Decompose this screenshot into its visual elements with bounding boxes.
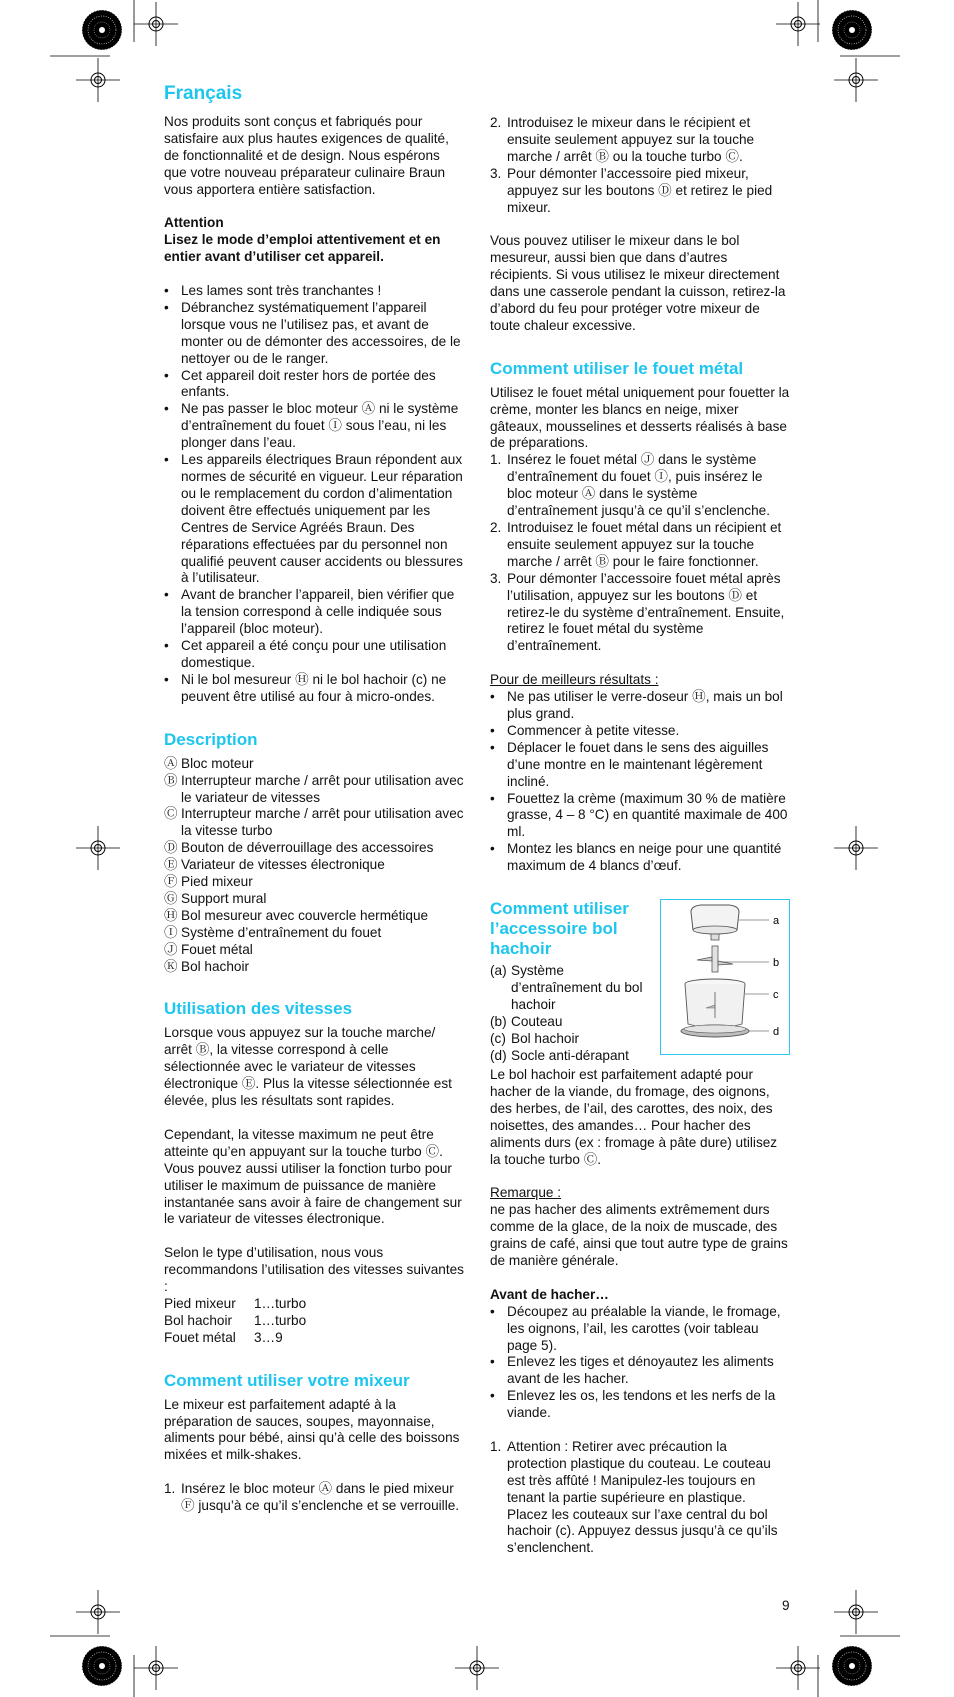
bol-hachoir-figure <box>660 899 790 1055</box>
list-item: (a) Système d’entraînement du bol hachoir <box>490 963 643 1012</box>
bol-hachoir-block <box>490 899 790 1067</box>
list-item: Ⓖ Support mural <box>164 890 267 906</box>
mixer-steps-continued <box>490 115 790 216</box>
bol-paragraph: Le bol hachoir est parfaitement adapté pour hacher de la viande, du fromage, des oignons, des herbes, de l’ail, des carottes, des noix, des noisettes, des amandes… Pour hacher des aliments durs (ex : fromage à pâte dure) utilisez la touche turbo Ⓒ. <box>490 1067 778 1167</box>
page-number: 9 <box>782 1598 790 1613</box>
list-item: • Enlevez les tiges et dénoyautez les aliments avant de les hacher. <box>490 1354 790 1388</box>
list-item: • Découpez au préalable la viande, le fromage, les oignons, l’ail, les carottes (voir tableau page 5). <box>490 1304 790 1355</box>
list-item: • Montez les blancs en neige pour une quantité maximum de 4 blancs d’œuf. <box>490 841 790 875</box>
list-item: 3. Pour démonter l’accessoire fouet métal après l’utilisation, appuyez sur les boutons Ⓓ et retirez-le du système d’entraînement. Ensuite, retirez le fouet métal du système d’entraînement. <box>490 570 785 654</box>
figure-label-d: d <box>773 1026 780 1039</box>
description-list <box>164 756 466 976</box>
list-item: 2. Introduisez le fouet métal dans un récipient et ensuite seulement appuyez sur la touche marche / arrêt Ⓑ pour le faire fonctionner. <box>490 520 782 569</box>
list-item: • Ne pas passer le bloc moteur Ⓐ ni le système d’entraînement du fouet Ⓘ sous l’eau, ni les plonger dans l’eau. <box>164 401 466 452</box>
list-item: • Enlevez les os, les tendons et les nerfs de la viande. <box>490 1388 790 1422</box>
intro-paragraph: Nos produits sont conçus et fabriqués pour satisfaire aux plus hautes exigences de qualité, de fonctionnalité et de design. Nous espérons que votre nouveau préparateur culinaire Braun vous apportera entière satisfaction. <box>164 114 449 197</box>
tips-title: Pour de meilleurs résultats : <box>490 672 659 688</box>
list-item: • Ni le bol mesureur Ⓗ ni le bol hachoir (c) ne peuvent être utilisé au four à micro-ondes. <box>164 672 466 706</box>
list-item: Ⓒ Interrupteur marche / arrêt pour utilisation avec la vitesse turbo <box>164 806 464 839</box>
safety-list <box>164 283 466 706</box>
section-title-speeds: Utilisation des vitesses <box>164 999 353 1019</box>
table-row: Pied mixeur 1…turbo <box>164 1295 307 1311</box>
list-item: (b) Couteau <box>490 1013 563 1029</box>
section-title-description: Description <box>164 729 258 749</box>
remark-text: ne pas hacher des aliments extrêmement durs comme de la glace, de la noix de muscade, des grains de café, ainsi que tout autre type de grains de manière générale. <box>490 1202 788 1268</box>
list-item: Ⓙ Fouet métal <box>164 941 253 957</box>
list-item: Ⓚ Bol hachoir <box>164 958 250 974</box>
section-title-whisk: Comment utiliser le fouet métal <box>490 358 744 378</box>
tips-list <box>490 689 790 875</box>
remark-title: Remarque : <box>490 1185 562 1201</box>
list-item: Ⓓ Bouton de déverrouillage des accessoires <box>164 840 434 856</box>
bol-steps-list <box>490 1439 790 1557</box>
left-column <box>164 84 466 1515</box>
attention-text: Lisez le mode d’emploi attentivement et en entier avant d’utiliser cet appareil. <box>164 232 441 265</box>
figure-label-c: c <box>773 989 779 1002</box>
figure-label-a: a <box>773 915 780 928</box>
right-column <box>490 115 790 1557</box>
section-title-francais: Français <box>164 83 243 104</box>
whisk-paragraph: Utilisez le fouet métal uniquement pour fouetter la crème, monter les blancs en neige, mixer gâteaux, mousselines et desserts réalisés à base de préparations. <box>490 384 790 451</box>
list-item: • Débranchez systématiquement l’appareil lorsque vous ne l’utilisez pas, et avant de monter ou de démonter des accessoires, de le nettoyer ou de le ranger. <box>164 300 466 368</box>
table-row: Fouet métal 3…9 <box>164 1329 283 1345</box>
list-item: • Fouettez la crème (maximum 30 % de matière grasse, 4 – 8 °C) en quantité maximale de 400 ml. <box>490 791 790 842</box>
list-item: Ⓑ Interrupteur marche / arrêt pour utilisation avec le variateur de vitesses <box>164 772 464 805</box>
speeds-paragraph-2: Cependant, la vitesse maximum ne peut être atteinte qu’en appuyant sur la touche turbo Ⓒ. Vous pouvez aussi utiliser la fonction turbo pour utiliser le maximum de puissance de manière instantanée sans avoir à faire de changement sur le variateur de vitesses électronique. <box>164 1126 462 1227</box>
list-item: 2. Introduisez le mixeur dans le récipient et ensuite seulement appuyez sur la touche marche / arrêt Ⓑ ou la touche turbo Ⓒ. <box>490 115 755 164</box>
before-list <box>490 1304 790 1422</box>
list-item: • Cet appareil doit rester hors de portée des enfants. <box>164 368 466 402</box>
list-item: Ⓕ Pied mixeur <box>164 874 253 890</box>
bol-parts-text <box>490 899 655 1064</box>
list-item: Ⓐ Bloc moteur <box>164 755 254 771</box>
speeds-paragraph-1: Lorsque vous appuyez sur la touche marche/ arrêt Ⓑ, la vitesse correspond à celle sélectionnée avec le variateur de vitesses électronique Ⓔ. Plus la vitesse sélectionnée est élevée, plus les résultats sont rapides. <box>164 1025 452 1109</box>
list-item: 1. Insérez le bloc moteur Ⓐ dans le pied mixeur Ⓕ jusqu’à ce qu’il s’enclenche et se verrouille. <box>164 1481 460 1514</box>
mixer-paragraph-1: Le mixeur est parfaitement adapté à la préparation de sauces, soupes, mayonnaise, aliments pour bébé, ainsi qu’à celle des boissons mixées et milk-shakes. <box>164 1396 460 1463</box>
speeds-paragraph-3: Selon le type d’utilisation, nous vous recommandons l’utilisation des vitesses suivantes : <box>164 1245 464 1295</box>
list-item: • Avant de brancher l’appareil, bien vérifier que la tension correspond à celle indiquée sous l’appareil (bloc moteur). <box>164 587 466 638</box>
list-item: 1. Attention : Retirer avec précaution la protection plastique du couteau. Le couteau est très affûté ! Manipulez-les toujours en tenant la partie supérieure en plastique. Placez les couteaux sur l’axe central du bol hachoir (c). Appuyez dessus jusqu’à ce qu’ils s’enclenchent. <box>490 1438 778 1556</box>
list-item: (c) Bol hachoir <box>490 1030 580 1046</box>
mixer-steps-list <box>164 1481 466 1515</box>
bol-hachoir-illustration <box>661 900 789 1054</box>
mixer-paragraph-2: Vous pouvez utiliser le mixeur dans le bol mesureur, aussi bien que dans d’autres récipients. Si vous utilisez le mixeur directement dans une casserole pendant la cuisson, retirez-la d’abord du feu pour protéger votre mixeur de toute chaleur excessive. <box>490 233 786 333</box>
list-item: • Cet appareil a été conçu pour une utilisation domestique. <box>164 638 466 672</box>
list-item: • Ne pas utiliser le verre-doseur Ⓗ, mais un bol plus grand. <box>490 689 790 723</box>
list-item: 3. Pour démonter l’accessoire pied mixeur, appuyez sur les boutons Ⓓ et retirez le pied mixeur. <box>490 165 773 215</box>
list-item: • Les lames sont très tranchantes ! <box>164 283 466 300</box>
whisk-steps-list <box>490 452 790 655</box>
section-title-bol-hachoir: Comment utiliser l’accessoire bol hachoir <box>490 899 629 959</box>
list-item: • Déplacer le fouet dans le sens des aiguilles d’une montre en le maintenant légèrement incliné. <box>490 740 790 791</box>
list-item: 1. Insérez le fouet métal Ⓙ dans le système d’entraînement du fouet Ⓘ, puis insérez le bloc moteur Ⓐ dans le système d’entraînement jusqu’à ce qu’il s’enclenche. <box>490 452 770 519</box>
table-row: Bol hachoir 1…turbo <box>164 1312 307 1328</box>
figure-label-b: b <box>773 957 780 970</box>
list-item: Ⓗ Bol mesureur avec couvercle hermétique <box>164 907 429 923</box>
before-title: Avant de hacher… <box>490 1286 609 1302</box>
list-item: Ⓔ Variateur de vitesses électronique <box>164 857 385 873</box>
list-item: Ⓘ Système d’entraînement du fouet <box>164 924 382 940</box>
list-item: • Commencer à petite vitesse. <box>490 723 790 740</box>
section-title-mixer: Comment utiliser votre mixeur <box>164 1370 410 1390</box>
attention-title: Attention <box>164 215 224 231</box>
speed-table <box>164 1296 466 1347</box>
list-item: (d) Socle anti-dérapant <box>490 1047 629 1063</box>
list-item: • Les appareils électriques Braun répondent aux normes de sécurité en vigueur. Leur réparation ou le remplacement du cordon d’alimentation doivent être effectués uniquement par les Centres de Service Agréés Braun. Des réparations effectuées par du personnel non qualifié peuvent causer accidents ou blessures à l’utilisateur. <box>164 452 466 587</box>
